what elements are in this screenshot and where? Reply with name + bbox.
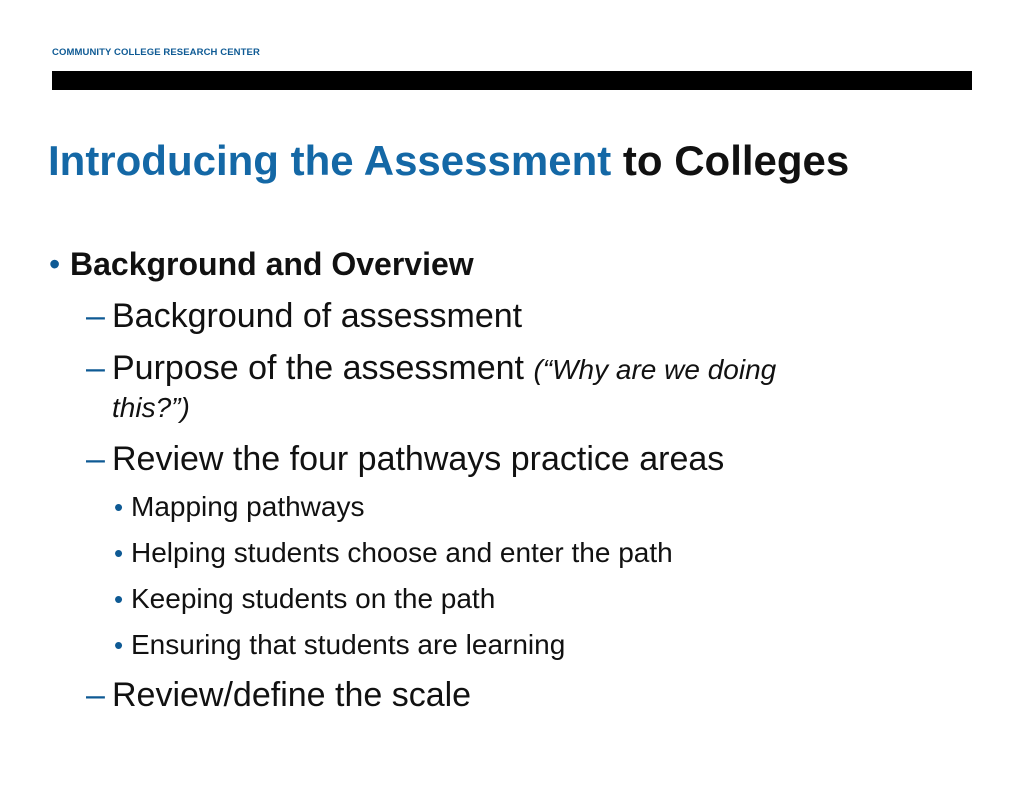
slide-title xyxy=(48,134,849,188)
sub-item-choose-enter: Helping students choose and enter the path xyxy=(131,537,673,568)
purpose-aside: (“Why are we doing xyxy=(533,354,777,385)
list-item-scale: Review/define the scale xyxy=(112,676,472,714)
purpose-aside-continuation: this?”) xyxy=(112,392,190,423)
section-heading: Background and Overview xyxy=(70,246,474,282)
sub-item-keeping: Keeping students on the path xyxy=(131,583,496,614)
bullet-icon: • xyxy=(114,584,124,614)
title-accent: Introducing the Assessment xyxy=(48,137,612,184)
list-item-purpose xyxy=(112,348,776,390)
sub-item-learning: Ensuring that students are learning xyxy=(131,629,566,660)
dash-icon: – xyxy=(86,297,105,335)
sub-item-mapping: Mapping pathways xyxy=(131,491,365,522)
list-item-pathways: Review the four pathways practice areas xyxy=(112,440,725,478)
org-label: COMMUNITY COLLEGE RESEARCH CENTER xyxy=(52,47,260,58)
dash-icon: – xyxy=(86,440,105,478)
title-rest: to Colleges xyxy=(622,137,850,184)
dash-icon: – xyxy=(86,349,105,387)
bullet-icon: • xyxy=(114,630,124,660)
bullet-icon: • xyxy=(114,492,124,522)
dash-icon: – xyxy=(86,676,105,714)
bullet-icon: • xyxy=(49,246,61,282)
purpose-text: Purpose of the assessment xyxy=(112,349,525,387)
header-rule xyxy=(52,71,972,90)
list-item-background: Background of assessment xyxy=(112,297,523,335)
bullet-icon: • xyxy=(114,538,124,568)
